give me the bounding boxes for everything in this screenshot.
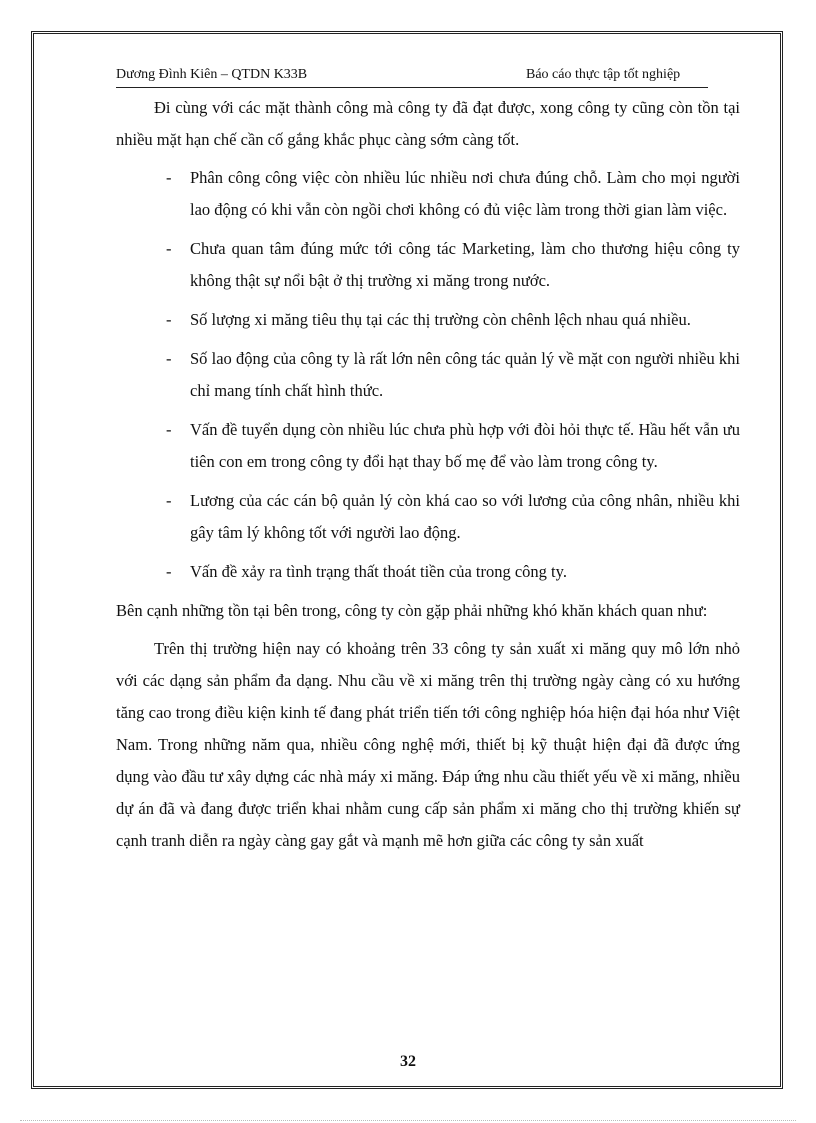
list-item [116, 162, 740, 226]
list-item-text: Lương của các cán bộ quản lý còn khá cao so với lương của công nhân, nhiều khi gây tâm lý không tốt với người lao động. [190, 491, 740, 542]
list-item-text: Phân công công việc còn nhiều lúc nhiều nơi chưa đúng chỗ. Làm cho mọi người lao động có khi vẫn còn ngồi chơi không có đủ việc làm trong thời gian làm việc. [190, 168, 740, 219]
list-item-text: Số lượng xi măng tiêu thụ tại các thị trường còn chênh lệch nhau quá nhiều. [190, 310, 691, 329]
footer-divider [20, 1120, 796, 1121]
closing-paragraph: Trên thị trường hiện nay có khoảng trên 33 công ty sản xuất xi măng quy mô lớn nhỏ với các dạng sản phẩm đa dạng. Nhu cầu về xi măng trên thị trường ngày càng có xu hướng tăng cao trong điều kiện kinh tế đang phát triển tiến tới công nghiệp hóa hiện đại hóa như Việt Nam. Trong những năm qua, nhiều công nghệ mới, thiết bị kỹ thuật hiện đại đã được ứng dụng vào đầu tư xây dựng các nhà máy xi măng. Đáp ứng nhu cầu thiết yếu về xi măng, nhiều dự án đã và đang được triển khai nhằm cung cấp sản phẩm xi măng cho thị trường khiến sự cạnh tranh diễn ra ngày càng gay gắt và mạnh mẽ hơn giữa các công ty sản xuất [116, 639, 740, 850]
header-report-title: Báo cáo thực tập tốt nghiệp [526, 67, 681, 82]
list-item-text: Vấn đề tuyển dụng còn nhiều lúc chưa phù hợp với đòi hỏi thực tế. Hầu hết vẫn ưu tiên con em trong công ty đổi hạt thay bố mẹ để vào làm trong công ty. [190, 420, 740, 471]
bullet-dash: - [166, 349, 172, 368]
list-item [116, 343, 740, 407]
list-item [116, 556, 740, 588]
bullet-dash: - [166, 310, 172, 329]
bullet-dash: - [166, 168, 172, 187]
page-number: 32 [400, 1053, 416, 1070]
list-item [116, 233, 740, 297]
list-item-text: Số lao động của công ty là rất lớn nên công tác quản lý về mặt con người nhiều khi chỉ mang tính chất hình thức. [190, 349, 740, 400]
bullet-dash: - [166, 239, 172, 258]
intro-paragraph: Đi cùng với các mặt thành công mà công ty đã đạt được, xong công ty cũng còn tồn tại nhiều mặt hạn chế cần cố gắng khắc phục càng sớm càng tốt. [116, 98, 740, 149]
list-item [116, 414, 740, 478]
limitations-list [116, 162, 740, 588]
list-item [116, 304, 740, 336]
page-header [116, 67, 708, 88]
transition-paragraph: Bên cạnh những tồn tại bên trong, công ty còn gặp phải những khó khăn khách quan như: [116, 601, 708, 620]
bullet-dash: - [166, 420, 172, 439]
header-author: Dương Đình Kiên – QTDN K33B [116, 67, 308, 82]
list-item-text: Chưa quan tâm đúng mức tới công tác Marketing, làm cho thương hiệu công ty không thật sự nổi bật ở thị trường xi măng trong nước. [190, 239, 740, 290]
list-item-text: Vấn đề xảy ra tình trạng thất thoát tiền của trong công ty. [190, 562, 567, 581]
document-body [116, 92, 740, 857]
bullet-dash: - [166, 562, 172, 581]
bullet-dash: - [166, 491, 172, 510]
list-item [116, 485, 740, 549]
